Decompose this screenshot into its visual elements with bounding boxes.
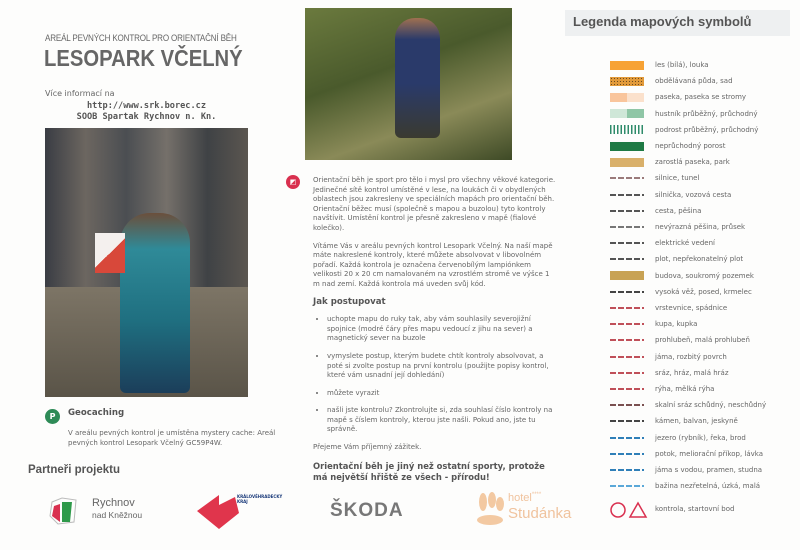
legend-item — [610, 74, 733, 88]
legend-symbol-icon — [610, 125, 644, 134]
legend-item — [610, 431, 746, 445]
legend-symbol-icon — [610, 258, 644, 260]
legend-item — [610, 398, 766, 412]
legend-label: potok, meliorační příkop, lávka — [655, 449, 764, 458]
legend-item — [610, 139, 725, 153]
legend-symbol-icon — [610, 339, 644, 341]
legend-label: cesta, pěšina — [655, 206, 702, 215]
hotel-line2: Studánka — [508, 505, 572, 522]
legend-label: jáma, rozbitý povrch — [655, 352, 727, 361]
legend-item — [610, 350, 727, 364]
legend-item — [610, 58, 709, 72]
legend-label: nevýrazná pěšina, průsek — [655, 223, 746, 231]
legend-label: kámen, balvan, jeskyně — [655, 417, 738, 426]
legend-symbol-icon — [610, 93, 644, 102]
legend-symbol-icon — [610, 77, 644, 86]
legend-item — [610, 90, 746, 104]
intro-text — [313, 176, 558, 491]
legend-item — [610, 479, 760, 493]
hotel-line1: hotel**** — [508, 492, 542, 504]
legend-item — [610, 502, 734, 516]
partners-title: Partneři projektu — [28, 464, 121, 476]
step-item: • můžete vyrazit — [327, 389, 558, 399]
legend-symbol-icon — [610, 271, 644, 280]
legend-label: plot, nepřekonatelný plot — [655, 255, 744, 264]
legend-symbol-icon — [610, 469, 644, 471]
legend-item — [610, 382, 714, 396]
legend-symbol-icon — [610, 356, 644, 358]
rychnov-line2: nad Kněžnou — [92, 510, 143, 520]
step-item: • vymyslete postup, kterým budete chtít kontroly absolvovat, a poté si zvolte postup na první kontrolu (použijte popisy kontrol, které vám usnadní její dohledání) — [327, 352, 558, 381]
legend-symbol-icon — [610, 226, 644, 228]
legend-symbol-icon — [610, 420, 644, 422]
legend-label: skalní sráz schůdný, neschůdný — [655, 401, 767, 410]
step-item: • uchopte mapu do ruky tak, aby vám souhlasily severojižní spojnice (modré čáry přes mapu vedoucí z jihu na sever) a magnetický sever na buzole — [327, 315, 558, 344]
legend-symbol-icon — [610, 142, 644, 151]
legend-header — [565, 10, 790, 36]
legend-label: neprůchodný porost — [655, 142, 726, 150]
rychnov-logo-icon — [48, 496, 78, 526]
legend-label: podrost průběžný, průchodný — [655, 125, 759, 134]
legend-item — [610, 333, 750, 347]
legend-symbol-icon — [610, 372, 644, 374]
slogan: Orientační běh je jiný než ostatní sporty, protože má největší hřiště ze všech - přírodu! — [313, 460, 545, 482]
legend-label: obdělávaná půda, sad — [655, 77, 733, 86]
legend-label: les (bílá), louka — [655, 61, 709, 69]
legend-item — [610, 123, 758, 137]
legend-item — [610, 447, 763, 461]
geocaching-icon: P — [45, 409, 60, 424]
legend-label: paseka, paseka se stromy — [655, 93, 747, 102]
photo-runner-in-forest — [305, 8, 512, 160]
legend-symbol-icon — [610, 323, 644, 325]
legend-symbol-icon — [610, 194, 644, 196]
legend-label: budova, soukromý pozemek — [655, 271, 754, 280]
legend-item — [610, 463, 762, 477]
legend-item — [610, 285, 752, 299]
legend-label: silnička, vozová cesta — [655, 190, 732, 199]
legend-symbol-icon — [610, 242, 644, 244]
wish-text: Přejeme Vám příjemný zážitek. — [313, 443, 422, 452]
club-name: SOOB Spartak Rychnov n. Kn. — [76, 112, 217, 122]
legend-symbol-icon — [610, 291, 644, 293]
legend-label: vrstevnice, spádnice — [655, 304, 728, 312]
website-link[interactable]: http://www.srk.borec.cz — [87, 101, 206, 111]
legend-title: Legenda mapových symbolů — [573, 14, 752, 29]
legend-item — [610, 155, 730, 169]
legend-item — [610, 171, 699, 185]
orienteering-icon: ◩ — [286, 175, 300, 189]
subtitle: AREÁL PEVNÝCH KONTROL PRO ORIENTAČNÍ BĚH — [45, 33, 237, 44]
legend-label: sráz, hráz, malá hráz — [655, 368, 729, 377]
legend-item — [610, 236, 715, 250]
legend-symbol-icon — [610, 177, 644, 179]
legend-item — [610, 107, 757, 121]
legend-symbol-icon — [610, 109, 644, 118]
legend-label: kontrola, startovní bod — [655, 505, 735, 513]
legend-label: jáma s vodou, pramen, studna — [655, 466, 763, 474]
geocaching-text: V areálu pevných kontrol je umístěna mystery cache: Areál pevných kontrol Lesopark Včelný GC59P4W. — [68, 429, 276, 447]
hotel-logo-icon — [474, 492, 506, 528]
legend-item — [610, 317, 697, 331]
legend-symbol-icon — [610, 437, 644, 439]
legend-label: silnice, tunel — [655, 174, 700, 183]
geocaching-title: Geocaching — [68, 408, 125, 418]
kraj-logo-icon — [195, 493, 240, 531]
legend-item — [610, 220, 745, 234]
legend-label: hustník průběžný, průchodný — [655, 109, 758, 118]
legend-symbol-icon — [610, 158, 644, 167]
rychnov-line1: Rychnov — [92, 497, 135, 509]
legend-symbol-icon — [610, 485, 644, 487]
legend-label: bažina nezřetelná, úzká, malá — [655, 482, 761, 491]
legend-item — [610, 269, 754, 283]
legend-symbol-icon — [610, 404, 644, 406]
page-title: LESOPARK VČELNÝ — [44, 45, 243, 71]
more-info-label: Více informací na — [45, 89, 115, 98]
intro-paragraph-2: Vítáme Vás v areálu pevných kontrol Lesopark Včelný. Na naší mapě máte nakreslené kontroly, které můžete absolvovat v libovolném pořadí. Každá kontrola je označena červenobílým lampiónkem velikosti 20 x 20 cm namalovaném na vzrostlém stromě ve výšce 1 m nad zemí. Každá kontrola má uveden svůj kód. — [313, 241, 553, 288]
step-item: • našli jste kontrolu? Zkontrolujte si, zda souhlasí číslo kontroly na mapě s číslem kontroly, kterou jste našli. Pokud ano, jste tu správně. — [327, 406, 558, 435]
legend-label: kupa, kupka — [655, 320, 698, 329]
legend-item — [610, 188, 731, 202]
legend-symbol-icon — [610, 61, 644, 70]
legend-symbol-icon — [610, 388, 644, 390]
legend-symbol-icon — [610, 210, 644, 212]
how-to-heading: Jak postupovat — [313, 296, 386, 307]
legend-label: vysoká věž, posed, krmelec — [655, 287, 752, 296]
skoda-logo: ŠKODA — [330, 500, 404, 521]
steps-list — [313, 315, 558, 435]
legend-item — [610, 414, 738, 428]
legend-label: zarostlá paseka, park — [655, 158, 730, 167]
legend-symbol-icon — [610, 501, 644, 517]
legend-item — [610, 204, 701, 218]
legend-symbol-icon — [610, 453, 644, 455]
legend-label: jezero (rybník), řeka, brod — [655, 433, 746, 442]
photo-child-with-flag — [45, 128, 248, 397]
legend-label: elektrické vedení — [655, 239, 715, 248]
legend-item — [610, 301, 727, 315]
legend-label: rýha, mělká rýha — [655, 385, 715, 393]
legend-label: prohlubeň, malá prohlubeň — [655, 336, 750, 345]
legend-item — [610, 366, 729, 380]
legend-item — [610, 252, 743, 266]
kraj-logo-text: KRÁLOVÉHRADECKÝ KRAJ — [237, 494, 283, 504]
legend-symbol-icon — [610, 307, 644, 309]
intro-paragraph-1: Orientační běh je sport pro tělo i mysl pro všechny věkové kategorie. Jedinečné sítě kontrol umístěné v lese, na loukách či v obydlených oblastech jsou zakresleny ve speciálních mapách pro orientační běh. Orientační běžec musí (společně s mapou a buzolou) tyto kontroly navštívit. Umístění kontrol je přesně zakresleno v mapě (fialové kolečko). — [313, 176, 556, 232]
